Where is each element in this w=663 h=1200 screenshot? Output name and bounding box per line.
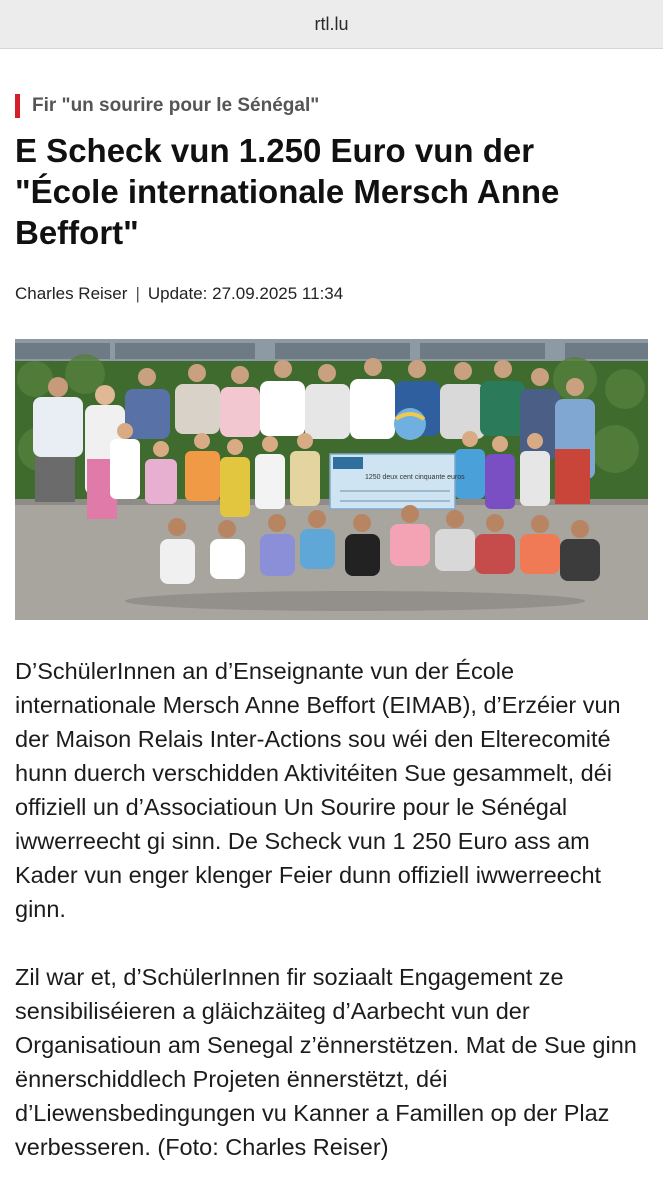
update-timestamp: Update: 27.09.2025 11:34 [147,284,344,303]
article-body [15,654,645,1198]
kicker-accent-bar [15,94,20,118]
article-paragraph: D’SchülerInnen an d’Enseignante vun der École internationale Mersch Anne Beffort (EIMAB), d’Erzéier vun der Maison Relais Inter-Actions sou wéi den Elterecomité hunn duerch verschidden Aktivitéiten Sue gesammelt, déi offiziell un d’Associatioun Un Sourire pour le Sénégal iwwerreecht gi sinn. De Scheck vun 1 250 Euro ass am Kader vun enger klenger Feier dunn offiziell iwwerreecht ginn. [15,658,621,922]
group-photo-illustration [15,339,648,620]
article-photo[interactable] [15,339,648,620]
kicker-text: Fir "un sourire pour le Sénégal" [32,95,320,116]
cheque-text: 1250 deux cent cinquante euros [365,474,465,481]
browser-address-bar[interactable] [0,0,663,49]
article-kicker [15,94,319,118]
address-domain[interactable]: rtl.lu [314,13,349,34]
byline-separator: | [135,284,140,303]
article-headline: E Scheck vun 1.250 Euro vun der "École internationale Mersch Anne Beffort" [15,132,560,251]
article-byline [15,284,343,304]
article-paragraph: Zil war et, d’SchülerInnen fir soziaalt Engagement ze sensibiliséieren a gläichzäiteg d’Aarbecht vun der Organisatioun am Senegal z’ënnerstëtzen. Mat de Sue ginn ënnerschiddlech Projeten ënnerstëtzt, déi d’Liewensbedingungen vu Kanner a Famillen op der Plaz verbesseren. (Foto: Charles Reiser) [15,964,637,1160]
author-name[interactable]: Charles Reiser [15,284,128,303]
